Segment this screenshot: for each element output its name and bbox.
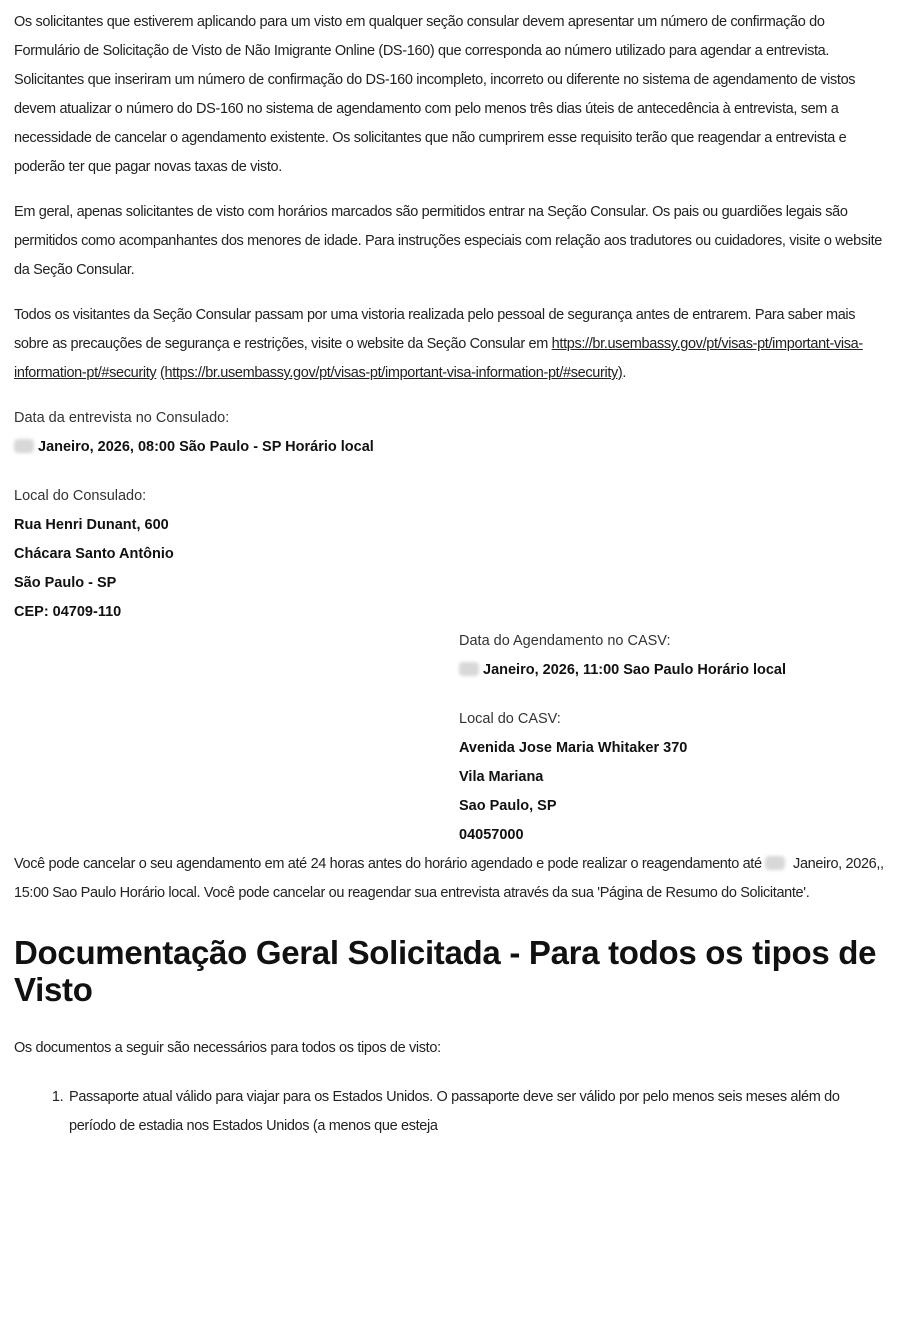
- documentation-intro: Os documentos a seguir são necessários para todos os tipos de visto:: [14, 1040, 441, 1056]
- redacted-day: [459, 662, 479, 676]
- entry-policy-paragraph: Em geral, apenas solicitantes de visto com horários marcados são permitidos entrar na Seção Consular. Os pais ou guardiões legais são permitidos como acompanhantes dos menores de idade. Para instruções especiais com relação aos tradutores ou cuidadores, visite o website da Seção Consular.: [14, 204, 883, 278]
- security-paragraph: [14, 301, 886, 388]
- ds160-paragraph: Os solicitantes que estiverem aplicando para um visto em qualquer seção consular devem apresentar um número de confirmação do Formulário de Solicitação de Visto de Não Imigrante Online (DS-160) que corresponda ao número utilizado para agendar a entrevista. Solicitantes que inseriram um número de confirmação do DS-160 incompleto, incorreto ou diferente no sistema de agendamento de vistos devem atualizar o número do DS-160 no sistema de agendamento com pelo menos três dias úteis de antecedência à entrevista, sem a necessidade de cancelar o agendamento existente. Os solicitantes que não cumprirem esse requisito terão que reagendar a entrevista e poderão ter que pagar novas taxas de visto.: [14, 14, 856, 175]
- security-suffix: .: [622, 365, 627, 381]
- consulate-address-line: Rua Henri Dunant, 600: [14, 517, 169, 533]
- cancel-reschedule-note: [14, 850, 886, 908]
- casv-address-line: Sao Paulo, SP: [459, 798, 557, 814]
- consulate-date-label: Data da entrevista no Consulado:: [14, 410, 230, 426]
- documentation-heading: Documentação Geral Solicitada - Para todos os tipos de Visto: [14, 934, 877, 1008]
- consulate-address-line: Chácara Santo Antônio: [14, 546, 174, 562]
- security-link[interactable]: https://br.usembassy.gov/pt/visas-pt/important-visa-information-pt/#security: [14, 336, 863, 381]
- security-link-parenthetical[interactable]: (https://br.usembassy.gov/pt/visas-pt/important-visa-information-pt/#security): [160, 365, 623, 381]
- consulate-location-label: Local do Consulado:: [14, 488, 147, 504]
- required-documents-list: [14, 1083, 886, 1141]
- casv-address-line: Vila Mariana: [459, 769, 544, 785]
- casv-location-label: Local do CASV:: [459, 711, 561, 727]
- casv-address-line: Avenida Jose Maria Whitaker 370: [459, 740, 688, 756]
- cancel-note-text: Você pode cancelar o seu agendamento em até 24 horas antes do horário agendado e pode realizar o reagendamento até: [14, 856, 766, 872]
- cancel-note-deadline: Janeiro, 2026,, 15:00 Sao Paulo Horário local. Você pode cancelar ou reagendar sua entrevista através da sua 'Página de Resumo do Solicitante'.: [14, 856, 884, 901]
- security-text: Todos os visitantes da Seção Consular passam por uma vistoria realizada pelo pessoal de segurança antes de entrarem. Para saber mais sobre as precauções de segurança e restrições, visite o website da Seção Consular em: [14, 307, 856, 352]
- casv-date-label: Data do Agendamento no CASV:: [459, 633, 671, 649]
- redacted-day: [14, 439, 34, 453]
- consulate-section: [14, 404, 886, 627]
- consulate-date-value: [14, 433, 886, 462]
- casv-address-line: 04057000: [459, 827, 524, 843]
- redacted-day: [765, 856, 785, 870]
- consulate-address-line: CEP: 04709-110: [14, 604, 122, 620]
- casv-date-value: [459, 656, 886, 685]
- consulate-date-text: Janeiro, 2026, 08:00 São Paulo - SP Horário local: [38, 439, 374, 455]
- list-item: 1. Passaporte atual válido para viajar para os Estados Unidos. O passaporte deve ser válido por pelo menos seis meses além do período de estadia nos Estados Unidos (a menos que esteja: [67, 1083, 886, 1141]
- casv-date-text: Janeiro, 2026, 11:00 Sao Paulo Horário local: [483, 662, 787, 678]
- casv-section: [459, 627, 886, 850]
- consulate-address-line: São Paulo - SP: [14, 575, 117, 591]
